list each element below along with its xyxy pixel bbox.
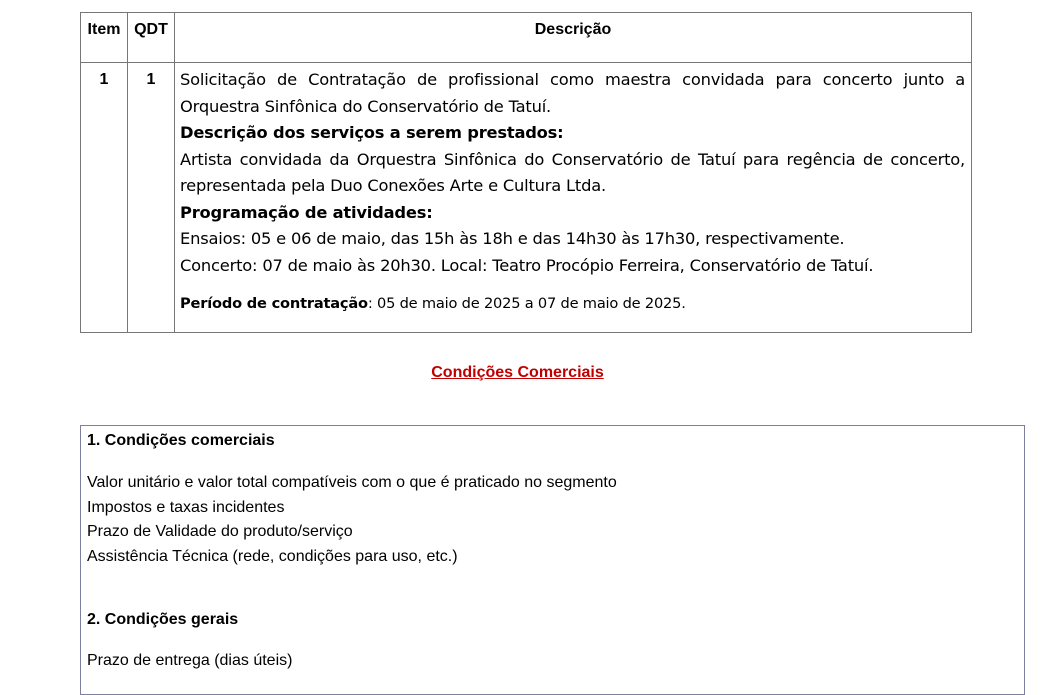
conditions-section-2-heading: 2. Condições gerais — [87, 611, 239, 628]
contract-period — [180, 294, 965, 314]
schedule-rehearsals: Ensaios: 05 e 06 de maio, das 15h às 18h e das 14h30 às 17h30, respectivamente. — [180, 229, 845, 248]
services-heading: Descrição dos serviços a serem prestados: — [180, 123, 564, 142]
contract-period-value: : 05 de maio de 2025 a 07 de maio de 2025. — [367, 295, 686, 312]
conditions-section-1-list — [87, 471, 1018, 569]
conditions-box — [80, 425, 1025, 695]
table-row — [81, 63, 972, 333]
row-qdt: 1 — [128, 63, 175, 333]
list-item: Valor unitário e valor total compatíveis com o que é praticado no segmento — [87, 474, 617, 491]
description-paragraph: Solicitação de Contratação de profissional como maestra convidada para concerto junto a Orquestra Sinfônica do Conservatório de Tatuí. — [180, 70, 965, 116]
schedule-heading: Programação de atividades: — [180, 202, 433, 222]
top-heading-clip — [0, 0, 1058, 8]
header-item: Item — [81, 13, 128, 63]
row-item-number: 1 — [81, 63, 128, 333]
list-item: Prazo de entrega (dias úteis) — [87, 652, 293, 669]
list-item: Prazo de Validade do produto/serviço — [87, 523, 353, 540]
conditions-section-2-list — [87, 649, 1018, 674]
services-text: Artista convidada da Orquestra Sinfônica do Conservatório de Tatuí para regência de concerto, representada pela Duo Conexões Arte e Cultura Ltda. — [180, 149, 965, 195]
contract-period-label: Período de contratação — [180, 295, 368, 312]
conditions-section-1-heading: 1. Condições comerciais — [87, 432, 275, 449]
list-item: Assistência Técnica (rede, condições para uso, etc.) — [87, 547, 458, 565]
header-descricao: Descrição — [175, 13, 972, 63]
row-description — [175, 63, 972, 333]
schedule-concert: Concerto: 07 de maio às 20h30. Local: Teatro Procópio Ferreira, Conservatório de Tatuí. — [180, 255, 874, 275]
header-qdt: QDT — [128, 13, 175, 63]
section-title: Condições Comerciais — [431, 364, 604, 381]
table-header-row — [81, 13, 972, 63]
list-item: Impostos e taxas incidentes — [87, 498, 285, 516]
items-table — [80, 12, 972, 333]
